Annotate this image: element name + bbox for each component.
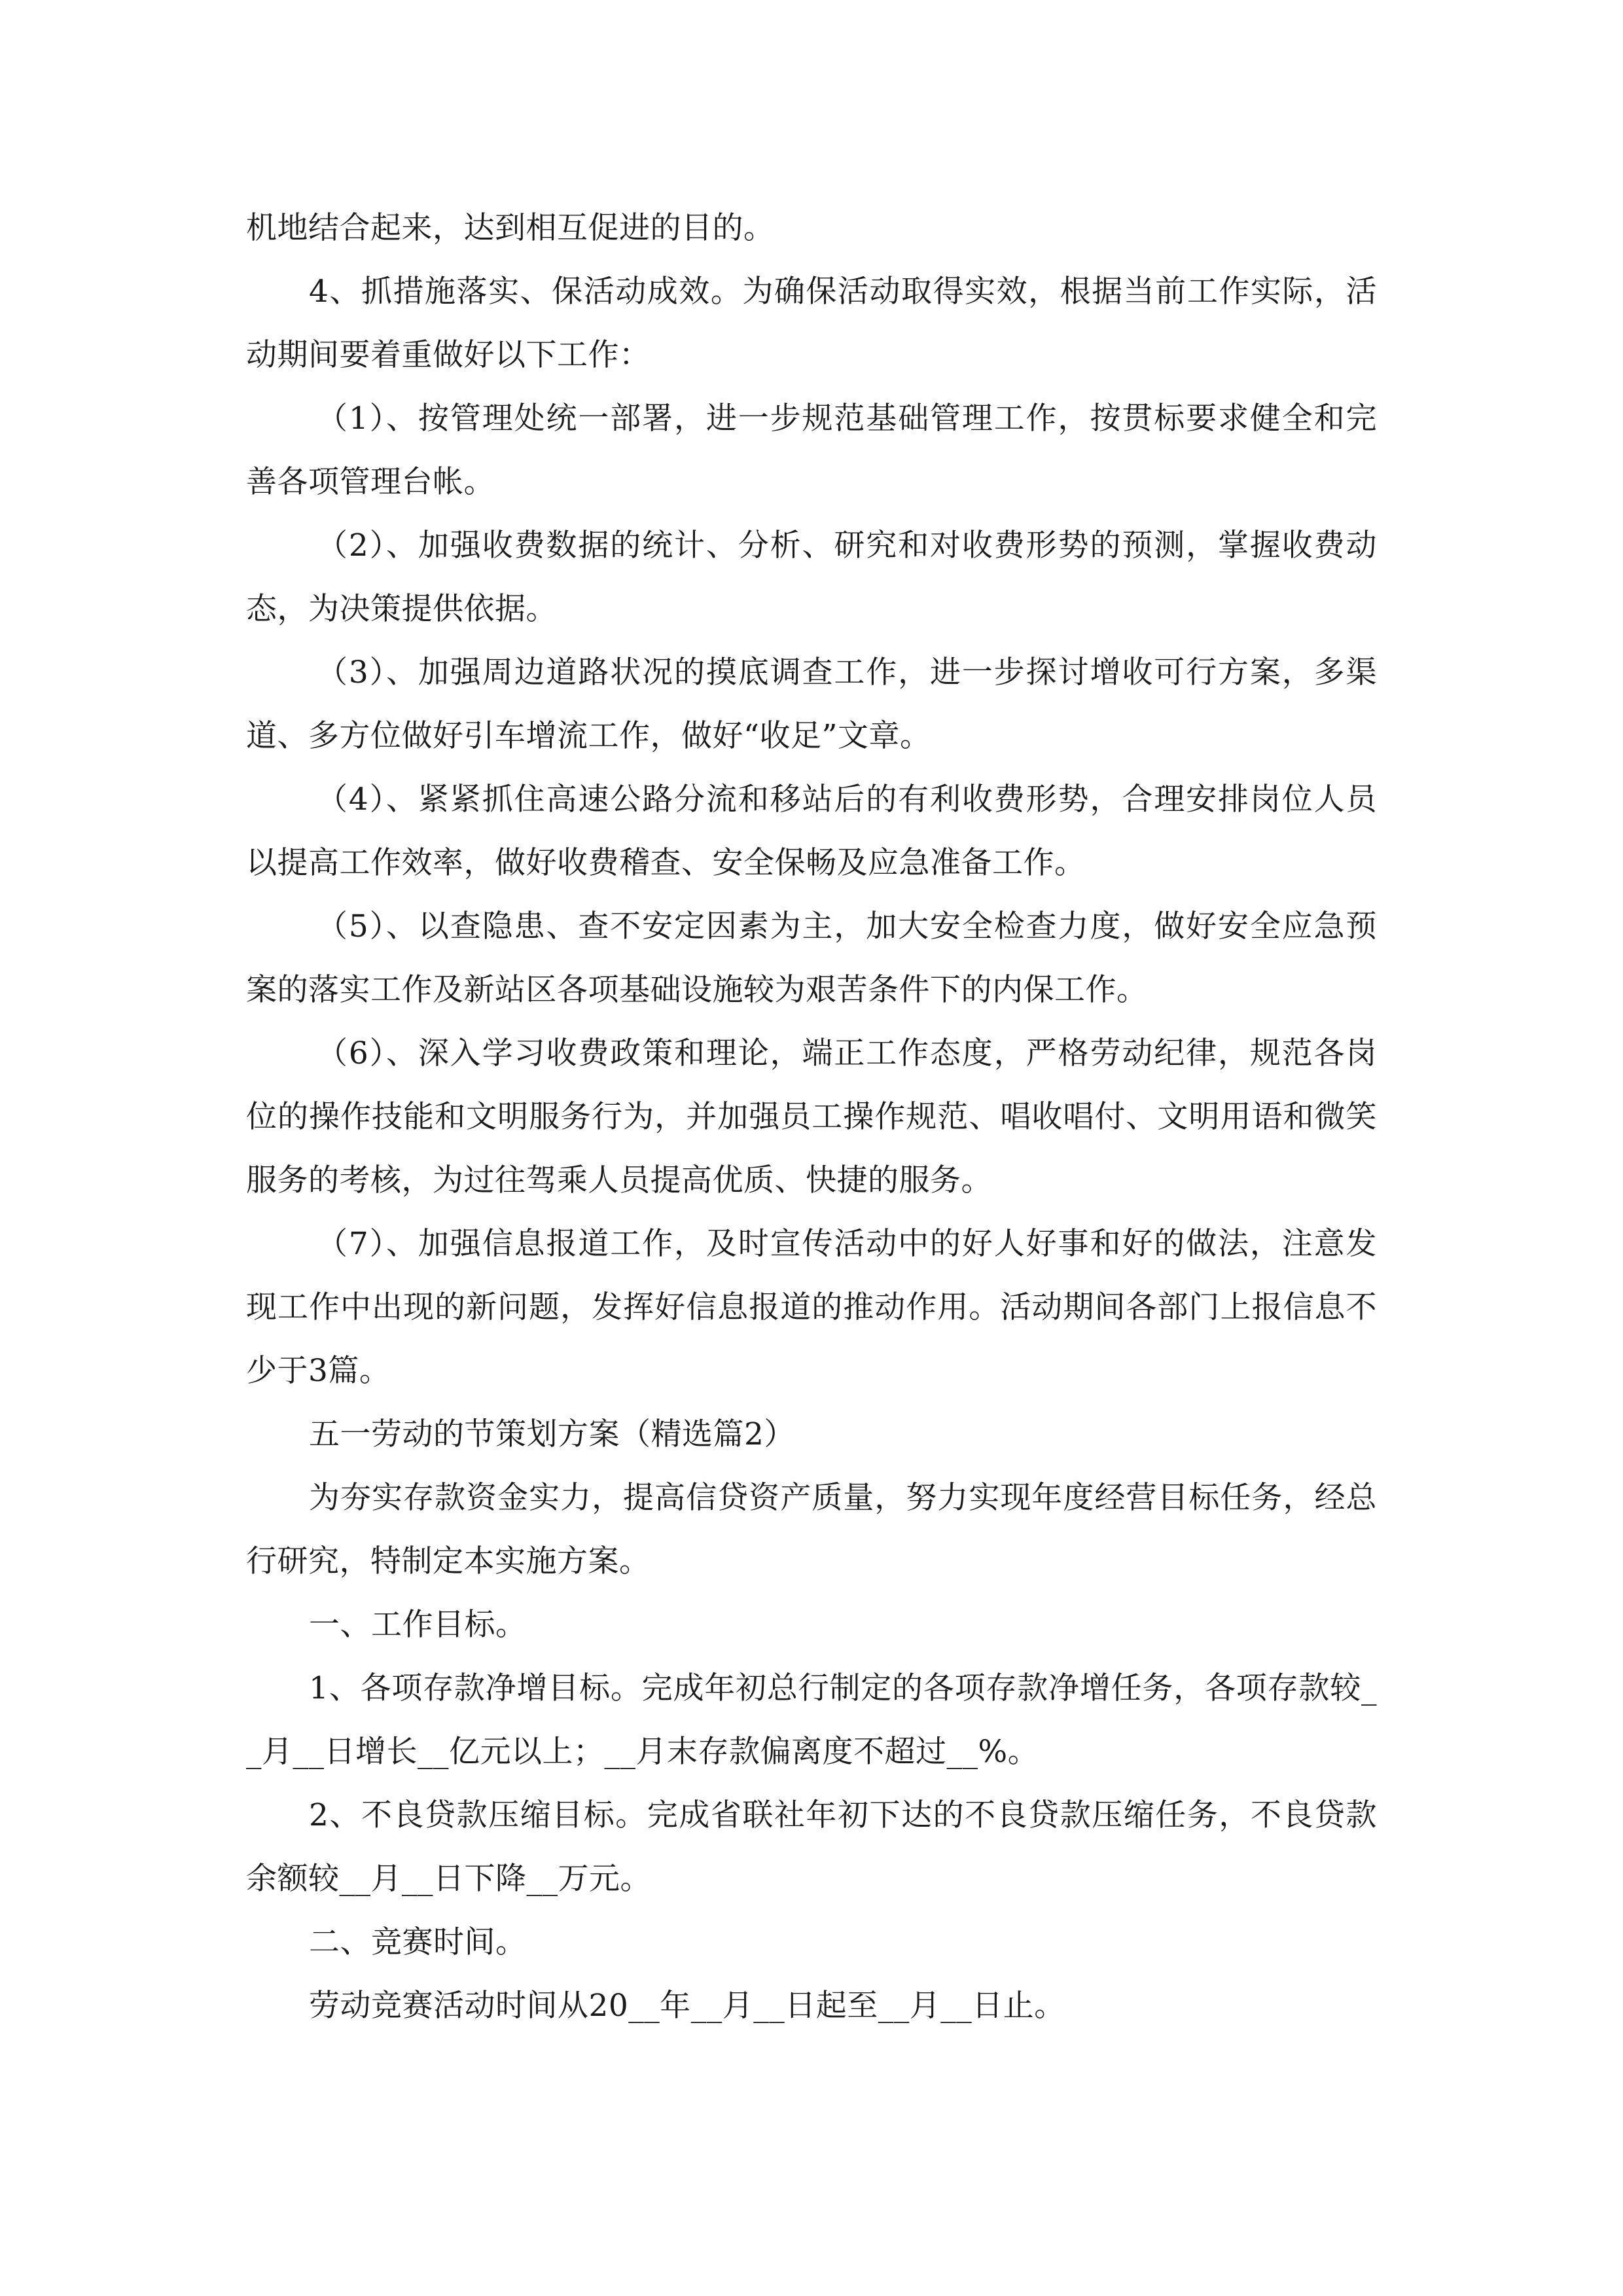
paragraph-subitem-4: （4）、紧紧抓住高速公路分流和移站后的有利收费形势，合理安排岗位人员以提高工作效率，做好收费稽查、安全保畅及应急准备工作。	[246, 781, 1377, 881]
paragraph-subitem-7: （7）、加强信息报道工作，及时宣传活动中的好人好事和好的做法，注意发现工作中出现的新问题，发挥好信息报道的推动作用。活动期间各部门上报信息不少于3篇。	[246, 1226, 1377, 1389]
paragraph-loan-goal: 2、不良贷款压缩目标。完成省联社年初下达的不良贷款压缩任务，不良贷款余额较__月__日下降__万元。	[246, 1797, 1377, 1897]
paragraph-subitem-3: （3）、加强周边道路状况的摸底调查工作，进一步探讨增收可行方案，多渠道、多方位做好引车增流工作，做好“收足”文章。	[246, 655, 1377, 754]
paragraph-intro: 为夯实存款资金实力，提高信贷资产质量，努力实现年度经营目标任务，经总行研究，特制定本实施方案。	[246, 1480, 1377, 1579]
section-title: 五一劳动的节策划方案（精选篇2）	[309, 1416, 795, 1452]
paragraph-deposit-goal: 1、各项存款净增目标。完成年初总行制定的各项存款净增任务，各项存款较__月__日增长__亿元以上；__月末存款偏离度不超过__%。	[246, 1670, 1377, 1770]
paragraph-subitem-1: （1）、按管理处统一部署，进一步规范基础管理工作，按贯标要求健全和完善各项管理台帐。	[246, 401, 1377, 500]
heading-work-goals: 一、工作目标。	[309, 1607, 527, 1643]
paragraph-item-4: 4、抓措施落实、保活动成效。为确保活动取得实效，根据当前工作实际，活动期间要着重做好以下工作：	[246, 274, 1377, 373]
paragraph-subitem-5: （5）、以查隐患、查不安定因素为主，加大安全检查力度，做好安全应急预案的落实工作及新站区各项基础设施较为艰苦条件下的内保工作。	[246, 908, 1377, 1008]
paragraph-continuation: 机地结合起来，达到相互促进的目的。	[246, 210, 775, 246]
document-body	[246, 196, 1377, 2037]
paragraph-competition-period: 劳动竞赛活动时间从20__年__月__日起至__月__日止。	[309, 1988, 1065, 2024]
heading-competition-time: 二、竞赛时间。	[309, 1924, 527, 1960]
paragraph-subitem-2: （2）、加强收费数据的统计、分析、研究和对收费形势的预测，掌握收费动态，为决策提供依据。	[246, 528, 1377, 627]
paragraph-subitem-6: （6）、深入学习收费政策和理论，端正工作态度，严格劳动纪律，规范各岗位的操作技能和文明服务行为，并加强员工操作规范、唱收唱付、文明用语和微笑服务的考核，为过往驾乘人员提高优质、快捷的服务。	[246, 1035, 1377, 1198]
